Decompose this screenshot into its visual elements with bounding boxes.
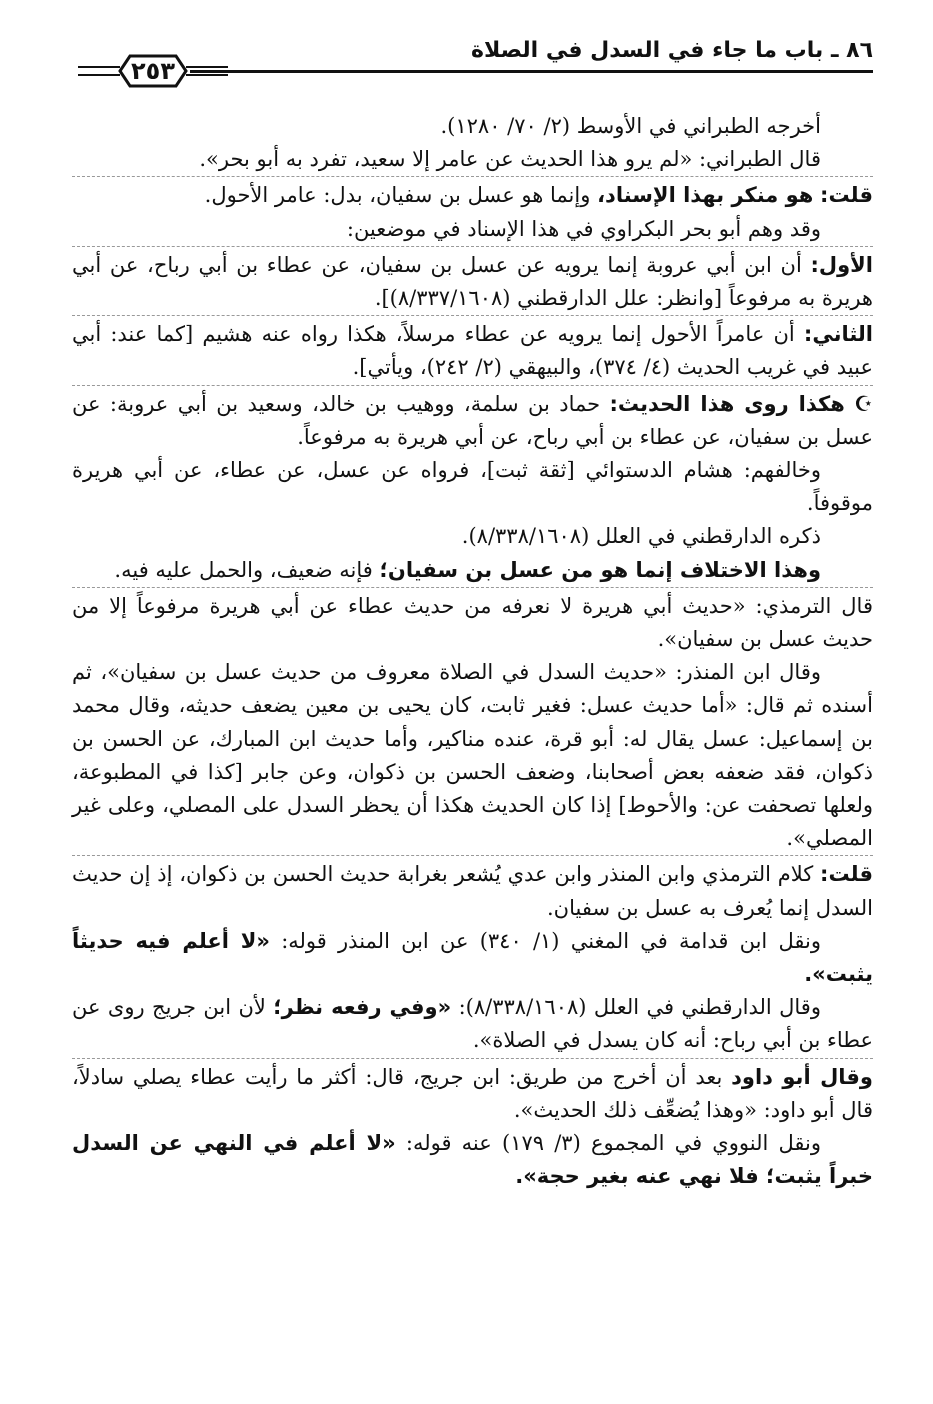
label: قلت: — [820, 862, 873, 887]
bold-text: «وفي رفعه نظر؛ — [273, 995, 452, 1020]
paragraph: قال الترمذي: «حديث أبي هريرة لا نعرفه من حديث عطاء عن أبي هريرة مرفوعاً إلا من حديث عسل بن سفيان». — [72, 587, 873, 656]
text: ونقل النووي في المجموع (٣/ ١٧٩) عنه قوله: — [405, 1131, 821, 1156]
paragraph — [72, 855, 873, 924]
paragraph: وقد وهم أبو بحر البكراوي في هذا الإسناد في موضعين: — [346, 216, 821, 241]
bold-text: هكذا روى هذا الحديث: — [609, 391, 845, 416]
paragraph: ذكره الدارقطني في العلل (٨/٣٣٨/١٦٠٨). — [461, 524, 821, 549]
bold-text: هو منكر بهذا الإسناد، — [597, 183, 814, 208]
paragraph: قال الطبراني: «لم يرو هذا الحديث عن عامر إلا سعيد، تفرد به أبو بحر». — [199, 147, 821, 172]
text: لأن ابن جريج روى عن عطاء بن أبي رباح: أنه كان يسدل في الصلاة». — [72, 995, 873, 1053]
label: الثاني: — [803, 322, 873, 347]
crescent-marker-icon: ☪ — [854, 391, 873, 416]
paragraph: وقال ابن المنذر: «حديث السدل في الصلاة معروف من حديث عسل بن سفيان»، ثم أسنده ثم قال: «أما حديث عسل: فغير ثابت، كان يحيى بن معين يضعف حديثه، وقال محمد بن إسماعيل: عسل يقال له: أبو قرة، عنده مناكير، وأما حديث ابن المبارك، عن الحسن بن ذكوان، فقد ضعفه بعض أصحابنا، وضعف الحسن بن ذكوان، وعن جابر [كذا في المطبوعة، ولعلها تصحفت عن: والأحوط] إذا كان الحديث هكذا أن يحظر السدل على المصلي، وعلى غير المصلي». — [72, 660, 873, 851]
text: بعد أن أخرج من طريق: ابن جريج، قال: أكثر ما رأيت عطاء يصلي سادلاً، قال أبو داود: «وهذا يُضعِّف ذلك الحديث». — [72, 1064, 873, 1122]
text: حماد بن سلمة، ووهيب بن خالد، وسعيد بن أبي عروبة: عن عسل بن سفيان، عن عطاء بن أبي رباح، عن أبي هريرة به مرفوعاً. — [72, 391, 873, 449]
text: ونقل ابن قدامة في المغني (١/ ٣٤٠) عن ابن المنذر قوله: — [281, 928, 821, 953]
text: فإنه ضعيف، والحمل عليه فيه. — [114, 557, 373, 582]
running-title: ٨٦ ـ باب ما جاء في السدل في الصلاة — [470, 38, 873, 63]
paragraph — [72, 554, 873, 587]
bold-text: وقال أبو داود — [731, 1064, 873, 1089]
text: وإنما هو عسل بن سفيان، بدل: عامر الأحول. — [204, 183, 591, 208]
label: الأول: — [810, 252, 873, 277]
paragraph: وخالفهم: هشام الدستوائي [ثقة ثبت]، فرواه عن عسل، عن عطاء، عن أبي هريرة موقوفاً. — [72, 458, 873, 516]
paragraph — [72, 991, 873, 1057]
paragraph — [72, 1058, 873, 1127]
text: كلام الترمذي وابن المنذر وابن عدي يُشعر بغرابة حديث الحسن بن ذكوان، إذ إن حديث السدل إنما يُعرف به عسل بن سفيان. — [72, 862, 873, 920]
text: أن ابن أبي عروبة إنما يرويه عن عسل بن سفيان، عن عطاء بن أبي رباح، عن أبي هريرة به مرفوعاً [وانظر: علل الدارقطني (٨/٣٣٧/١٦٠٨)]. — [72, 252, 873, 311]
label: قلت: — [820, 183, 873, 208]
bold-text: وهذا الاختلاف إنما هو من عسل بن سفيان؛ — [379, 557, 821, 582]
text: وقال الدارقطني في العلل (٨/٣٣٨/١٦٠٨): — [458, 995, 821, 1020]
bold-text: «لا أعلم فيه حديثاً يثبت». — [72, 928, 873, 987]
paragraph — [72, 176, 873, 212]
header-rule — [190, 70, 873, 73]
page-number-ornament — [78, 50, 228, 92]
text: أن عامراً الأحول إنما يرويه عن عطاء مرسلاً، هكذا رواه عنه هشيم [كما عند: أبي عبيد في غريب الحديث (٤/ ٣٧٤)، والبيهقي (٢/ ٢٤٢)، ويأتي]. — [72, 322, 873, 380]
paragraph — [72, 246, 873, 315]
paragraph — [72, 385, 873, 454]
paragraph: أخرجه الطبراني في الأوسط (٢/ ٧٠/ ١٢٨٠). — [440, 114, 821, 138]
bold-text: «لا أعلم في النهي عن السدل خبراً يثبت؛ فلا نهي عنه بغير حجة». — [72, 1131, 873, 1189]
page-number: ٢٥٣ — [131, 57, 175, 85]
paragraph — [72, 925, 873, 991]
body-text — [72, 110, 873, 1194]
paragraph — [72, 1127, 873, 1193]
paragraph — [72, 315, 873, 384]
